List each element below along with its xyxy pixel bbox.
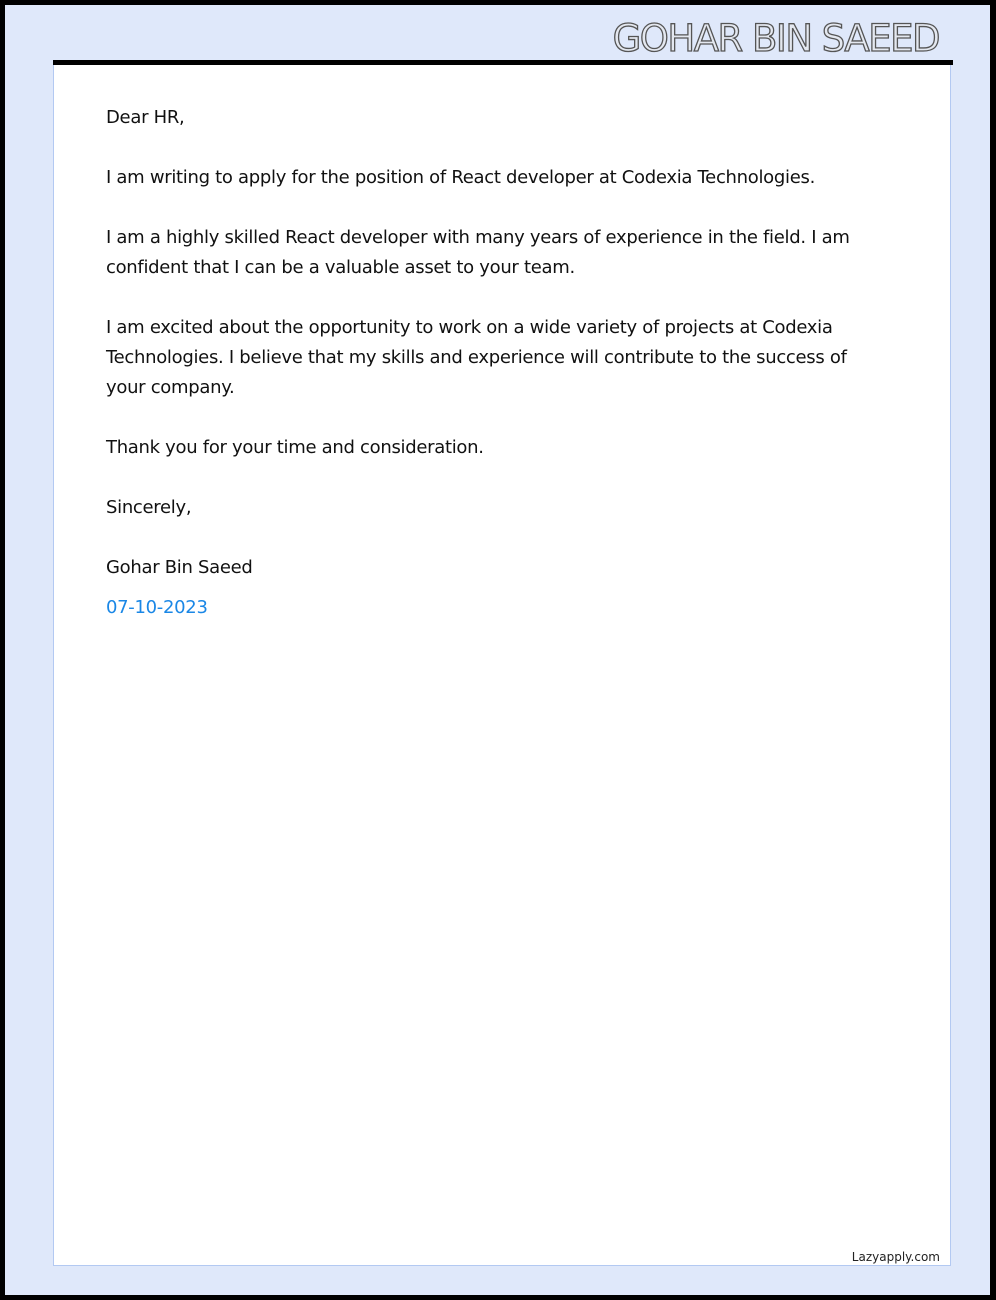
signature-name: Gohar Bin Saeed: [106, 557, 253, 578]
applicant-name-header: GOHAR BIN SAEED: [612, 17, 939, 60]
letter-page: [53, 65, 951, 1266]
paragraph-4: Thank you for your time and consideration.: [106, 437, 484, 458]
greeting: Dear HR,: [106, 107, 185, 128]
paragraph-3: I am excited about the opportunity to work on a wide variety of projects at Codexia Technologies. I believe that my skills and experience will contribute to the success of your company.: [106, 317, 847, 398]
paragraph-1: I am writing to apply for the position of React developer at Codexia Technologies.: [106, 167, 815, 188]
watermark: Lazyapply.com: [851, 1250, 940, 1264]
closing: Sincerely,: [106, 497, 192, 518]
letter-body: [106, 103, 876, 653]
letter-date: 07-10-2023: [106, 597, 208, 618]
paragraph-2: I am a highly skilled React developer with many years of experience in the field. I am confident that I can be a valuable asset to your team.: [106, 227, 850, 278]
